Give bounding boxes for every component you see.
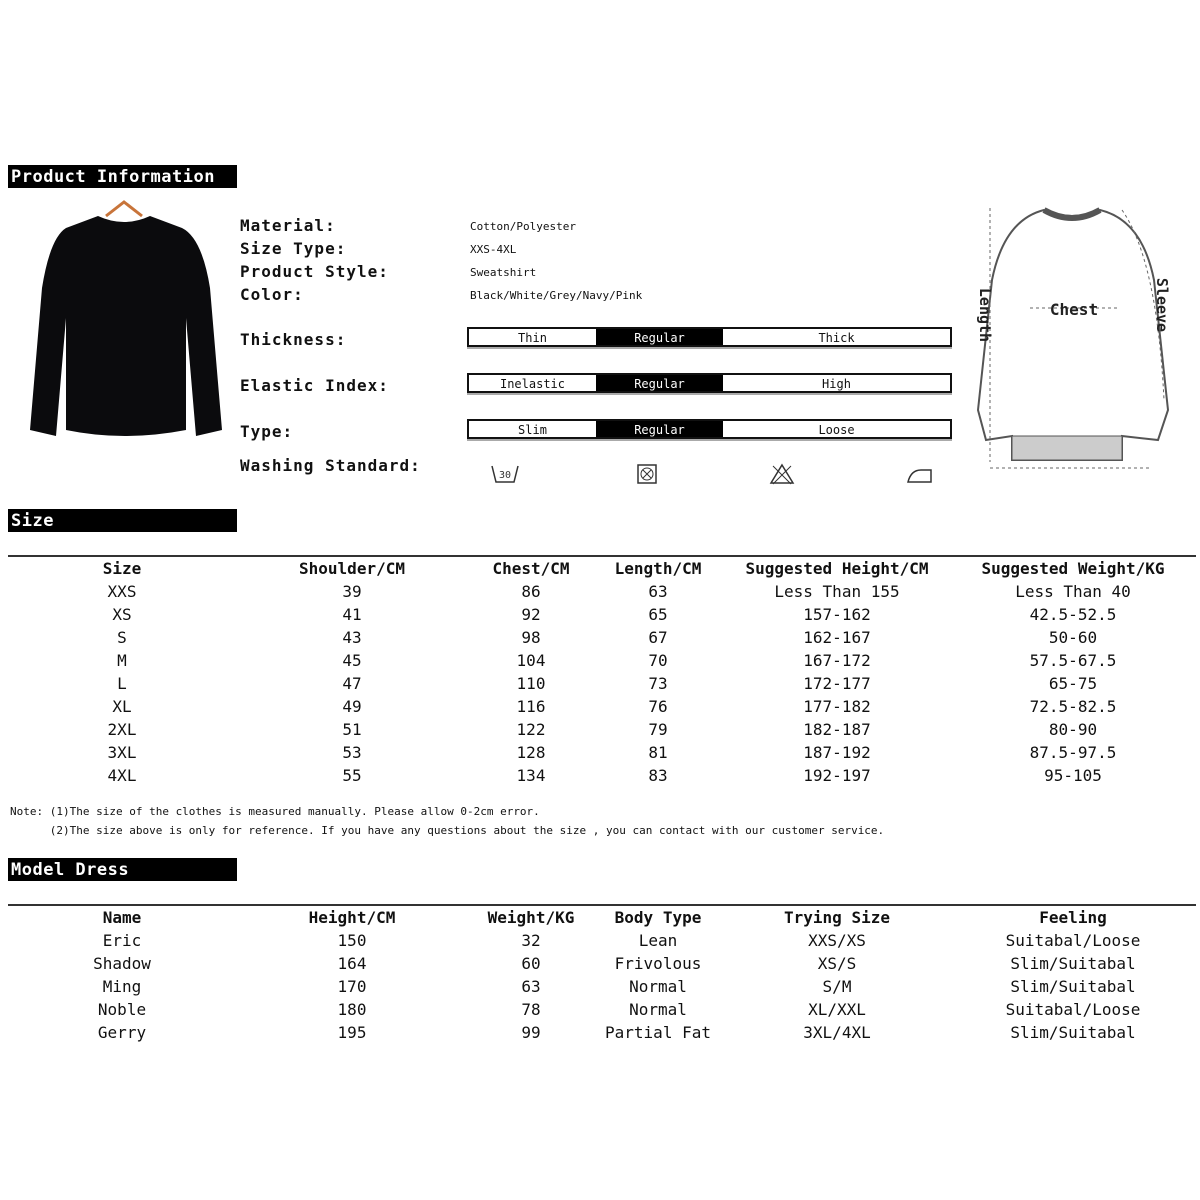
table-cell: 65-75 [1048,674,1098,693]
table-row [0,743,1200,765]
table-cell: 116 [516,697,546,716]
table-cell: 172-177 [803,674,871,693]
table-row [0,977,1200,999]
column-header: Shoulder/CM [299,559,405,578]
table-cell: 187-192 [803,743,871,762]
table-cell: 42.5-52.5 [1029,605,1117,624]
column-header: Length/CM [614,559,702,578]
scale-option: Thin [518,331,547,345]
table-cell: 50-60 [1048,628,1098,647]
table-cell: 128 [516,743,546,762]
elastic-index-scale [467,373,952,393]
column-header: Feeling [1039,908,1107,927]
size-type-value: XXS-4XL [470,243,517,256]
size-header: Size [8,509,237,532]
table-cell: M [117,651,127,670]
table-cell: 95-105 [1044,766,1102,785]
iron-icon [905,462,935,486]
table-cell: 167-172 [803,651,871,670]
table-header-row [0,559,1200,581]
scale-option-selected: Regular [596,329,723,345]
table-cell: 49 [342,697,362,716]
table-cell: Suitabal/Loose [1005,931,1141,950]
scale-option: Loose [818,423,855,437]
color-value: Black/White/Grey/Navy/Pink [470,289,643,302]
table-header-row [0,908,1200,930]
table-cell: 73 [648,674,668,693]
table-cell: 104 [516,651,546,670]
table-cell: 182-187 [803,720,871,739]
table-row [0,651,1200,673]
table-cell: 67 [648,628,668,647]
table-row [0,1023,1200,1045]
table-row [0,931,1200,953]
sleeve-label: Sleeve [1153,277,1171,333]
table-cell: Frivolous [614,954,702,973]
table-cell: Shadow [93,954,151,973]
table-cell: 72.5-82.5 [1029,697,1117,716]
table-row [0,720,1200,742]
table-cell: Less Than 40 [1015,582,1131,601]
table-cell: 2XL [107,720,137,739]
color-label: Color: [240,285,304,304]
material-label: Material: [240,216,336,235]
washing-standard-label: Washing Standard: [240,456,421,475]
table-cell: 83 [648,766,668,785]
table-cell: 87.5-97.5 [1029,743,1117,762]
table-cell: Slim/Suitabal [1010,954,1136,973]
product-style-label: Product Style: [240,262,389,281]
table-cell: XL/XXL [808,1000,866,1019]
table-cell: Suitabal/Loose [1005,1000,1141,1019]
table-row [0,674,1200,696]
table-cell: 195 [337,1023,367,1042]
table-cell: 76 [648,697,668,716]
table-cell: Gerry [97,1023,147,1042]
table-cell: XS [112,605,132,624]
wash-30-icon [490,462,520,486]
table-cell: S [117,628,127,647]
table-row [0,766,1200,788]
table-row [0,697,1200,719]
elastic-index-label: Elastic Index: [240,376,389,395]
table-cell: 177-182 [803,697,871,716]
table-cell: Eric [102,931,142,950]
length-label: Length [976,287,994,343]
table-cell: 81 [648,743,668,762]
table-cell: 78 [521,1000,541,1019]
measurement-diagram [972,200,1177,472]
column-header: Height/CM [308,908,396,927]
table-cell: 80-90 [1048,720,1098,739]
table-row [0,1000,1200,1022]
table-cell: 45 [342,651,362,670]
note-2: (2)The size above is only for reference. If you have any questions about the size , you can contact with our customer service. [10,824,885,837]
table-cell: 92 [521,605,541,624]
table-cell: 32 [521,931,541,950]
table-cell: 162-167 [803,628,871,647]
column-header: Body Type [614,908,702,927]
table-cell: Ming [102,977,142,996]
table-cell: Slim/Suitabal [1010,977,1136,996]
table-cell: Partial Fat [605,1023,711,1042]
column-header: Weight/KG [487,908,575,927]
chest-label: Chest [1049,300,1099,319]
table-cell: 51 [342,720,362,739]
table-row [0,954,1200,976]
no-tumble-dry-icon [632,462,662,486]
table-cell: 39 [342,582,362,601]
table-cell: 170 [337,977,367,996]
table-cell: 86 [521,582,541,601]
table-cell: 53 [342,743,362,762]
table-cell: 47 [342,674,362,693]
table-cell: 3XL/4XL [803,1023,871,1042]
scale-option: Thick [818,331,855,345]
table-cell: 157-162 [803,605,871,624]
table-cell: Lean [638,931,678,950]
scale-option-selected: Regular [596,421,723,437]
column-header: Chest/CM [492,559,570,578]
table-cell: 4XL [107,766,137,785]
table-cell: S/M [822,977,852,996]
type-scale [467,419,952,439]
table-cell: 122 [516,720,546,739]
table-cell: 41 [342,605,362,624]
table-cell: XXS/XS [808,931,866,950]
column-header: Name [102,908,142,927]
table-cell: 63 [648,582,668,601]
divider [8,904,1196,906]
table-cell: Less Than 155 [774,582,900,601]
table-row [0,605,1200,627]
thickness-scale [467,327,952,347]
column-header: Suggested Height/CM [745,559,929,578]
product-information-header: Product Information [8,165,237,188]
scale-option-selected: Regular [596,375,723,391]
table-cell: 55 [342,766,362,785]
table-cell: XXS [107,582,137,601]
table-cell: XS/S [817,954,857,973]
material-value: Cotton/Polyester [470,220,576,233]
table-cell: 57.5-67.5 [1029,651,1117,670]
table-cell: L [117,674,127,693]
table-row [0,628,1200,650]
column-header: Trying Size [784,908,890,927]
table-cell: 70 [648,651,668,670]
table-cell: Noble [97,1000,147,1019]
divider [8,555,1196,557]
product-style-value: Sweatshirt [470,266,537,279]
table-cell: 134 [516,766,546,785]
table-cell: 3XL [107,743,137,762]
column-header: Size [102,559,142,578]
thickness-label: Thickness: [240,330,347,349]
table-cell: 180 [337,1000,367,1019]
table-cell: Normal [629,1000,687,1019]
wash-temp: 30 [498,470,512,481]
size-type-label: Size Type: [240,239,347,258]
scale-option: Slim [518,423,547,437]
table-row [0,582,1200,604]
table-cell: 65 [648,605,668,624]
column-header: Suggested Weight/KG [981,559,1165,578]
sweatshirt-image [26,198,226,443]
note-1: Note: (1)The size of the clothes is measured manually. Please allow 0-2cm error. [10,805,540,818]
table-cell: 79 [648,720,668,739]
table-cell: Slim/Suitabal [1010,1023,1136,1042]
scale-option: Inelastic [499,377,566,391]
table-cell: 43 [342,628,362,647]
table-cell: 150 [337,931,367,950]
table-cell: 63 [521,977,541,996]
table-cell: 98 [521,628,541,647]
scale-option: High [822,377,851,391]
table-cell: 164 [337,954,367,973]
table-cell: 110 [516,674,546,693]
table-cell: XL [112,697,132,716]
type-label: Type: [240,422,294,441]
table-cell: 192-197 [803,766,871,785]
no-bleach-icon [767,462,797,486]
table-cell: 60 [521,954,541,973]
model-dress-header: Model Dress [8,858,237,881]
table-cell: 99 [521,1023,541,1042]
table-cell: Normal [629,977,687,996]
